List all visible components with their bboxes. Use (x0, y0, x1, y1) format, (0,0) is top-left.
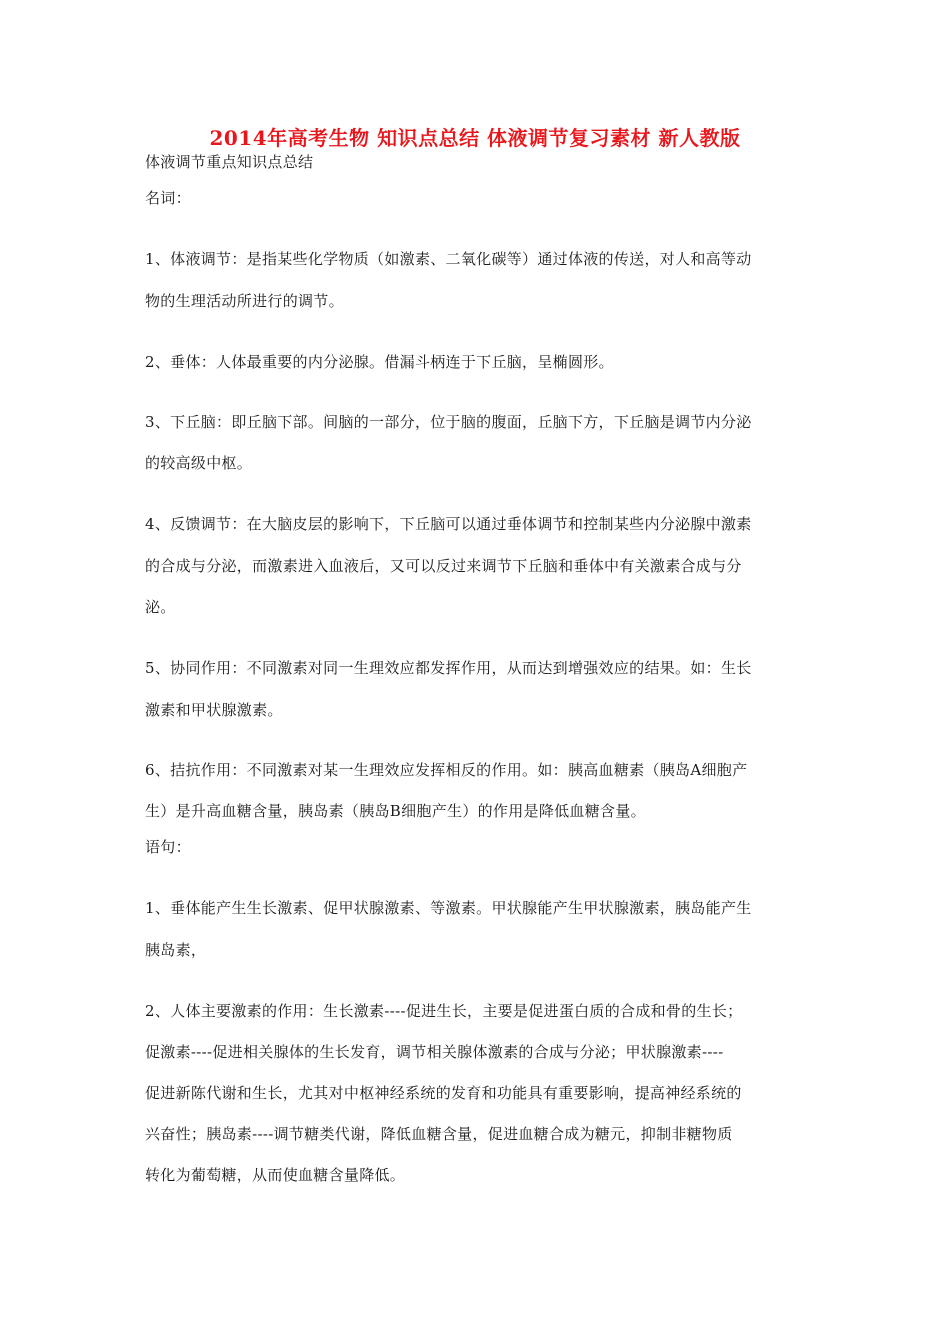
section-subtitle: 体液调节重点知识点总结 (145, 153, 314, 171)
sentence-2-line-3: 促进新陈代谢和生长，尤其对中枢神经系统的发育和功能具有重要影响，提高神经系统的 (145, 1084, 742, 1102)
sentence-2-line-2: 促激素----促进相关腺体的生长发育，调节相关腺体激素的合成与分泌；甲状腺激素---- (145, 1043, 724, 1061)
term-3-line-1: 3、下丘脑：即丘脑下部。间脑的一部分，位于脑的腹面，丘脑下方，下丘脑是调节内分泌 (145, 413, 752, 431)
term-5-line-2: 激素和甲状腺激素。 (145, 701, 283, 719)
sentence-1-line-1: 1、垂体能产生生长激素、促甲状腺激素、等激素。甲状腺能产生甲状腺激素，胰岛能产生 (145, 899, 752, 917)
term-4-line-2: 的合成与分泌，而激素进入血液后，又可以反过来调节下丘脑和垂体中有关激素合成与分 (145, 557, 742, 575)
sentence-2-line-5: 转化为葡萄糖，从而使血糖含量降低。 (145, 1166, 406, 1184)
term-6-line-1: 6、拮抗作用：不同激素对某一生理效应发挥相反的作用。如：胰高血糖素（胰岛A细胞产 (145, 761, 748, 779)
term-1-line-2: 物的生理活动所进行的调节。 (145, 292, 344, 310)
term-3-line-2: 的较高级中枢。 (145, 454, 253, 472)
term-1-line-1: 1、体液调节：是指某些化学物质（如激素、二氧化碳等）通过体液的传送，对人和高等动 (145, 250, 752, 268)
sentence-1-line-2: 胰岛素， (145, 941, 207, 959)
sentences-heading: 语句： (145, 838, 191, 856)
term-6-line-2: 生）是升高血糖含量，胰岛素（胰岛B细胞产生）的作用是降低血糖含量。 (145, 802, 646, 820)
sentence-2-line-1: 2、人体主要激素的作用：生长激素----促进生长，主要是促进蛋白质的合成和骨的生长； (145, 1002, 743, 1020)
terms-heading: 名词： (145, 189, 191, 207)
term-2-line-1: 2、垂体：人体最重要的内分泌腺。借漏斗柄连于下丘脑，呈椭圆形。 (145, 353, 614, 371)
term-4-line-1: 4、反馈调节：在大脑皮层的影响下，下丘脑可以通过垂体调节和控制某些内分泌腺中激素 (145, 515, 752, 533)
document-title: 2014年高考生物 知识点总结 体液调节复习素材 新人教版 (209, 126, 741, 150)
term-5-line-1: 5、协同作用：不同激素对同一生理效应都发挥作用，从而达到增强效应的结果。如：生长 (145, 659, 752, 677)
sentence-2-line-4: 兴奋性；胰岛素----调节糖类代谢，降低血糖含量，促进血糖合成为糖元，抑制非糖物质 (145, 1125, 733, 1143)
term-4-line-3: 泌。 (145, 598, 176, 616)
